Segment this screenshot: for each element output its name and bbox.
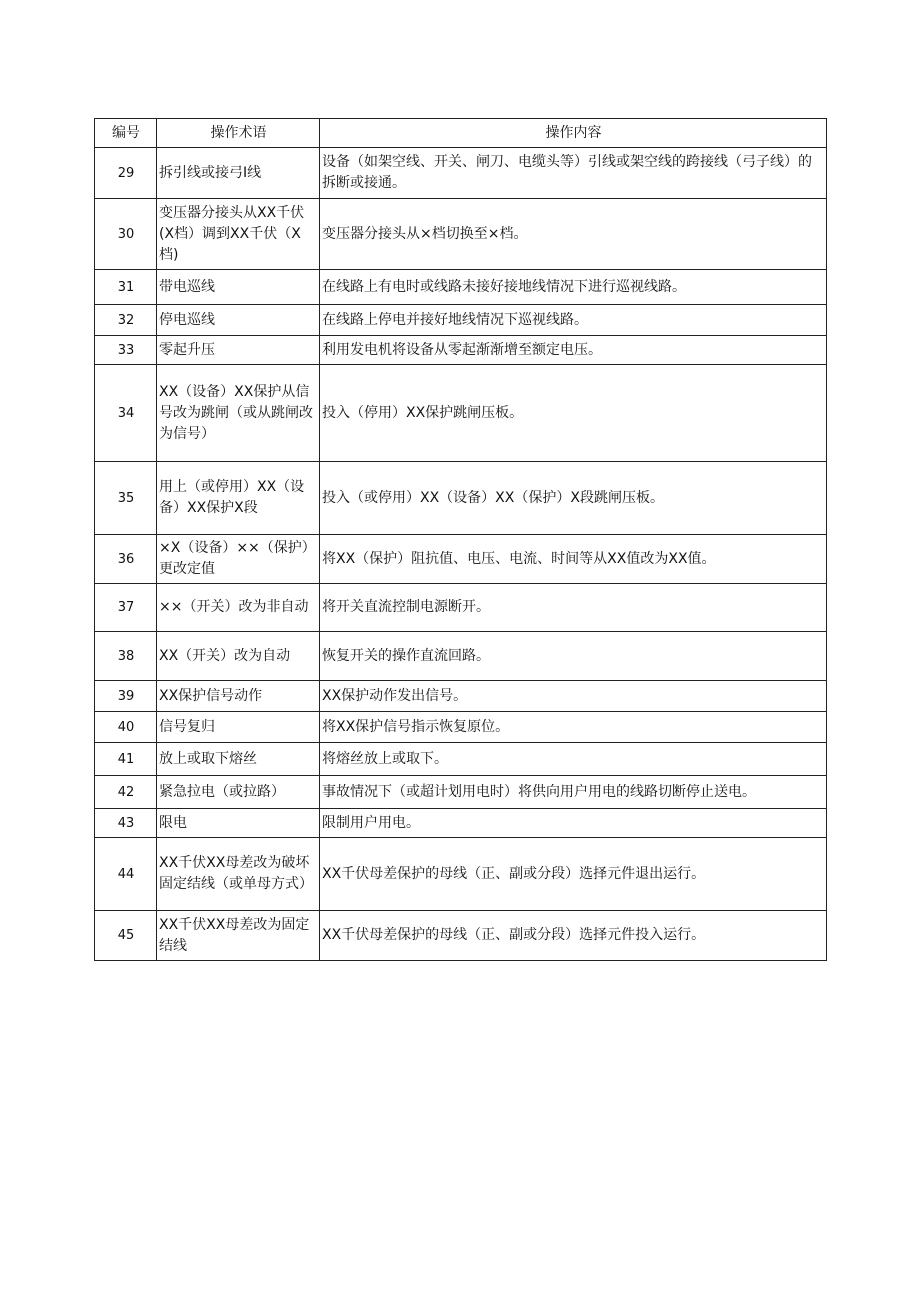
row-content: 设备（如架空线、开关、闸刀、电缆头等）引线或架空线的跨接线（弓子线）的拆断或接通。 [320, 148, 827, 199]
row-number: 29 [95, 148, 157, 199]
row-content: 在线路上有电时或线路未接好接地线情况下进行巡视线路。 [320, 270, 827, 305]
table-row [95, 681, 827, 712]
row-content: XX保护动作发出信号。 [320, 681, 827, 712]
row-number: 45 [95, 911, 157, 961]
row-number: 36 [95, 535, 157, 584]
table-row [95, 148, 827, 199]
row-term: XX保护信号动作 [157, 681, 320, 712]
table-row [95, 199, 827, 270]
row-number: 41 [95, 743, 157, 776]
row-number: 40 [95, 712, 157, 743]
row-term: 紧急拉电（或拉路） [157, 776, 320, 809]
row-number: 38 [95, 632, 157, 681]
row-content: 将熔丝放上或取下。 [320, 743, 827, 776]
row-number: 39 [95, 681, 157, 712]
row-content: 投入（停用）XX保护跳闸压板。 [320, 365, 827, 462]
row-number: 44 [95, 838, 157, 911]
row-term: XX千伏XX母差改为破坏固定结线（或单母方式） [157, 838, 320, 911]
table-row [95, 535, 827, 584]
row-content: 变压器分接头从×档切换至×档。 [320, 199, 827, 270]
row-term: 信号复归 [157, 712, 320, 743]
row-content: 在线路上停电并接好地线情况下巡视线路。 [320, 305, 827, 336]
row-term: XX（开关）改为自动 [157, 632, 320, 681]
row-term: ×X（设备）××（保护）更改定值 [157, 535, 320, 584]
row-term: XX（设备）XX保护从信号改为跳闸（或从跳闸改为信号） [157, 365, 320, 462]
table-row [95, 911, 827, 961]
row-number: 30 [95, 199, 157, 270]
row-number: 34 [95, 365, 157, 462]
table-header-row [95, 119, 827, 148]
row-term: 停电巡线 [157, 305, 320, 336]
header-number: 编号 [95, 119, 157, 148]
row-number: 37 [95, 584, 157, 632]
header-content: 操作内容 [320, 119, 827, 148]
row-content: 利用发电机将设备从零起渐渐增至额定电压。 [320, 336, 827, 365]
header-term: 操作术语 [157, 119, 320, 148]
row-number: 35 [95, 462, 157, 535]
row-content: 事故情况下（或超计划用电时）将供向用户用电的线路切断停止送电。 [320, 776, 827, 809]
operation-terms-table [94, 118, 827, 961]
table-row [95, 712, 827, 743]
table-row [95, 270, 827, 305]
row-content: 恢复开关的操作直流回路。 [320, 632, 827, 681]
row-term: 放上或取下熔丝 [157, 743, 320, 776]
row-content: XX千伏母差保护的母线（正、副或分段）选择元件退出运行。 [320, 838, 827, 911]
row-content: 投入（或停用）XX（设备）XX（保护）X段跳闸压板。 [320, 462, 827, 535]
row-term: 限电 [157, 809, 320, 838]
row-content: XX千伏母差保护的母线（正、副或分段）选择元件投入运行。 [320, 911, 827, 961]
row-term: 零起升压 [157, 336, 320, 365]
row-term: 拆引线或接弓I线 [157, 148, 320, 199]
table-row [95, 584, 827, 632]
row-number: 33 [95, 336, 157, 365]
row-content: 限制用户用电。 [320, 809, 827, 838]
row-content: 将开关直流控制电源断开。 [320, 584, 827, 632]
table-row [95, 462, 827, 535]
row-number: 43 [95, 809, 157, 838]
row-content: 将XX保护信号指示恢复原位。 [320, 712, 827, 743]
row-term: ××（开关）改为非自动 [157, 584, 320, 632]
row-term: 带电巡线 [157, 270, 320, 305]
table-row [95, 365, 827, 462]
row-term: 用上（或停用）XX（设备）XX保护X段 [157, 462, 320, 535]
row-term: XX千伏XX母差改为固定结线 [157, 911, 320, 961]
row-number: 42 [95, 776, 157, 809]
table-row [95, 632, 827, 681]
table-row [95, 809, 827, 838]
table-row [95, 776, 827, 809]
table-row [95, 743, 827, 776]
table-row [95, 336, 827, 365]
table-row [95, 838, 827, 911]
row-number: 31 [95, 270, 157, 305]
row-number: 32 [95, 305, 157, 336]
row-content: 将XX（保护）阻抗值、电压、电流、时间等从XX值改为XX值。 [320, 535, 827, 584]
table-row [95, 305, 827, 336]
row-term: 变压器分接头从XX千伏(X档）调到XX千伏（X档) [157, 199, 320, 270]
